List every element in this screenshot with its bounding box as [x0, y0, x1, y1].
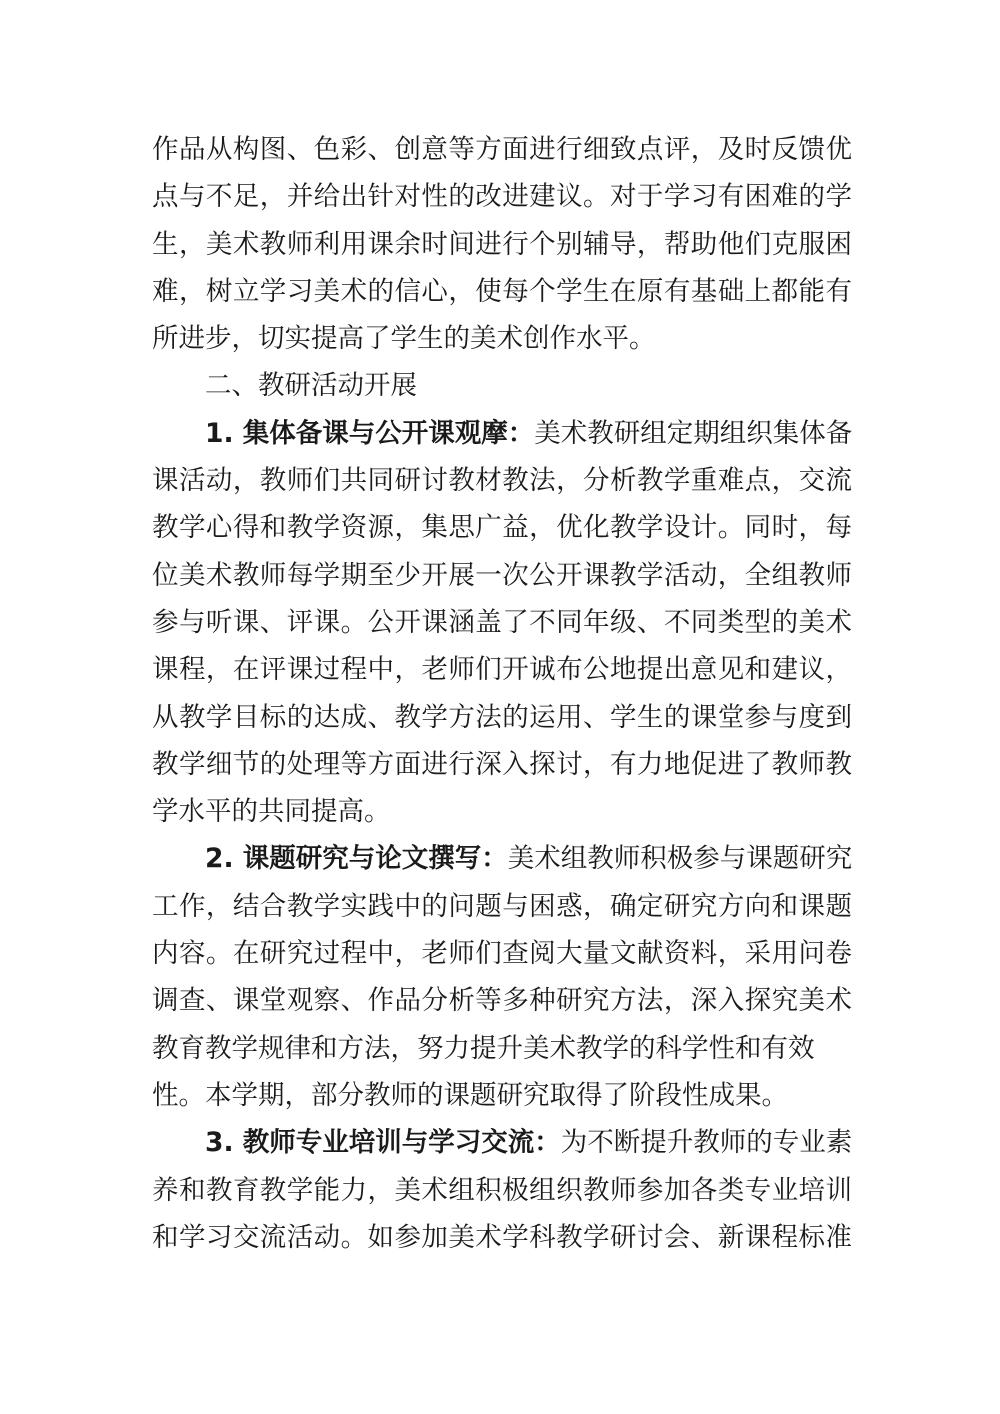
- item-first-line: [152, 410, 852, 457]
- paragraph-collective-lesson-prep: [152, 410, 852, 836]
- text-line: 位美术教师每学期至少开展一次公开课教学活动，全组教师: [152, 559, 852, 591]
- document-page: [152, 126, 852, 1261]
- text-line: 养和教育教学能力，美术组积极组织教师参加各类专业培训: [152, 1174, 852, 1206]
- text-line: 生，美术教师利用课余时间进行个别辅导，帮助他们克服困: [152, 228, 852, 260]
- item-first-line: [152, 835, 852, 882]
- text-line: 调查、课堂观察、作品分析等多种研究方法，深入探究美术: [152, 985, 852, 1017]
- item-title: 1. 集体备课与公开课观摩：: [205, 417, 535, 449]
- paragraph-professional-training: [152, 1119, 852, 1261]
- paragraph-research-and-papers: [152, 835, 852, 1119]
- text-line: 课程，在评课过程中，老师们开诚布公地提出意见和建议，: [152, 654, 852, 686]
- item-text: 美术教研组定期组织集体备: [534, 417, 853, 449]
- paragraph-student-guidance: [152, 126, 852, 362]
- text-line: 难，树立学习美术的信心，使每个学生在原有基础上都能有: [152, 275, 852, 307]
- text-line: 所进步，切实提高了学生的美术创作水平。: [152, 323, 656, 355]
- text-line: 和学习交流活动。如参加美术学科教学研讨会、新课程标准: [152, 1221, 852, 1253]
- item-title: 3. 教师专业培训与学习交流：: [205, 1127, 561, 1159]
- text-line: 点与不足，并给出针对性的改进建议。对于学习有困难的学: [152, 181, 852, 213]
- text-line: 工作，结合教学实践中的问题与困惑，确定研究方向和课题: [152, 890, 852, 922]
- text-line: 性。本学期，部分教师的课题研究取得了阶段性成果。: [152, 1079, 788, 1111]
- item-first-line: [152, 1119, 852, 1166]
- text-line: 参与听课、评课。公开课涵盖了不同年级、不同类型的美术: [152, 606, 852, 638]
- text-line: 教育教学规律和方法，努力提升美术教学的科学性和有效: [152, 1032, 815, 1064]
- text-line: 教学心得和教学资源，集思广益，优化教学设计。同时，每: [152, 512, 852, 544]
- text-line: 作品从构图、色彩、创意等方面进行细致点评，及时反馈优: [152, 134, 852, 165]
- text-line: 学水平的共同提高。: [152, 796, 391, 828]
- section-heading: 二、教研活动开展: [205, 370, 417, 402]
- item-title: 2. 课题研究与论文撰写：: [205, 843, 508, 875]
- text-line: 内容。在研究过程中，老师们查阅大量文献资料，采用问卷: [152, 938, 852, 970]
- text-line: 从教学目标的达成、教学方法的运用、学生的课堂参与度到: [152, 701, 852, 733]
- item-text: 为不断提升教师的专业素: [560, 1127, 853, 1159]
- text-line: 教学细节的处理等方面进行深入探讨，有力地促进了教师教: [152, 748, 852, 780]
- text-line: 课活动，教师们共同研讨教材教法，分析教学重难点，交流: [152, 465, 852, 497]
- item-text: 美术组教师积极参与课题研究: [507, 843, 853, 875]
